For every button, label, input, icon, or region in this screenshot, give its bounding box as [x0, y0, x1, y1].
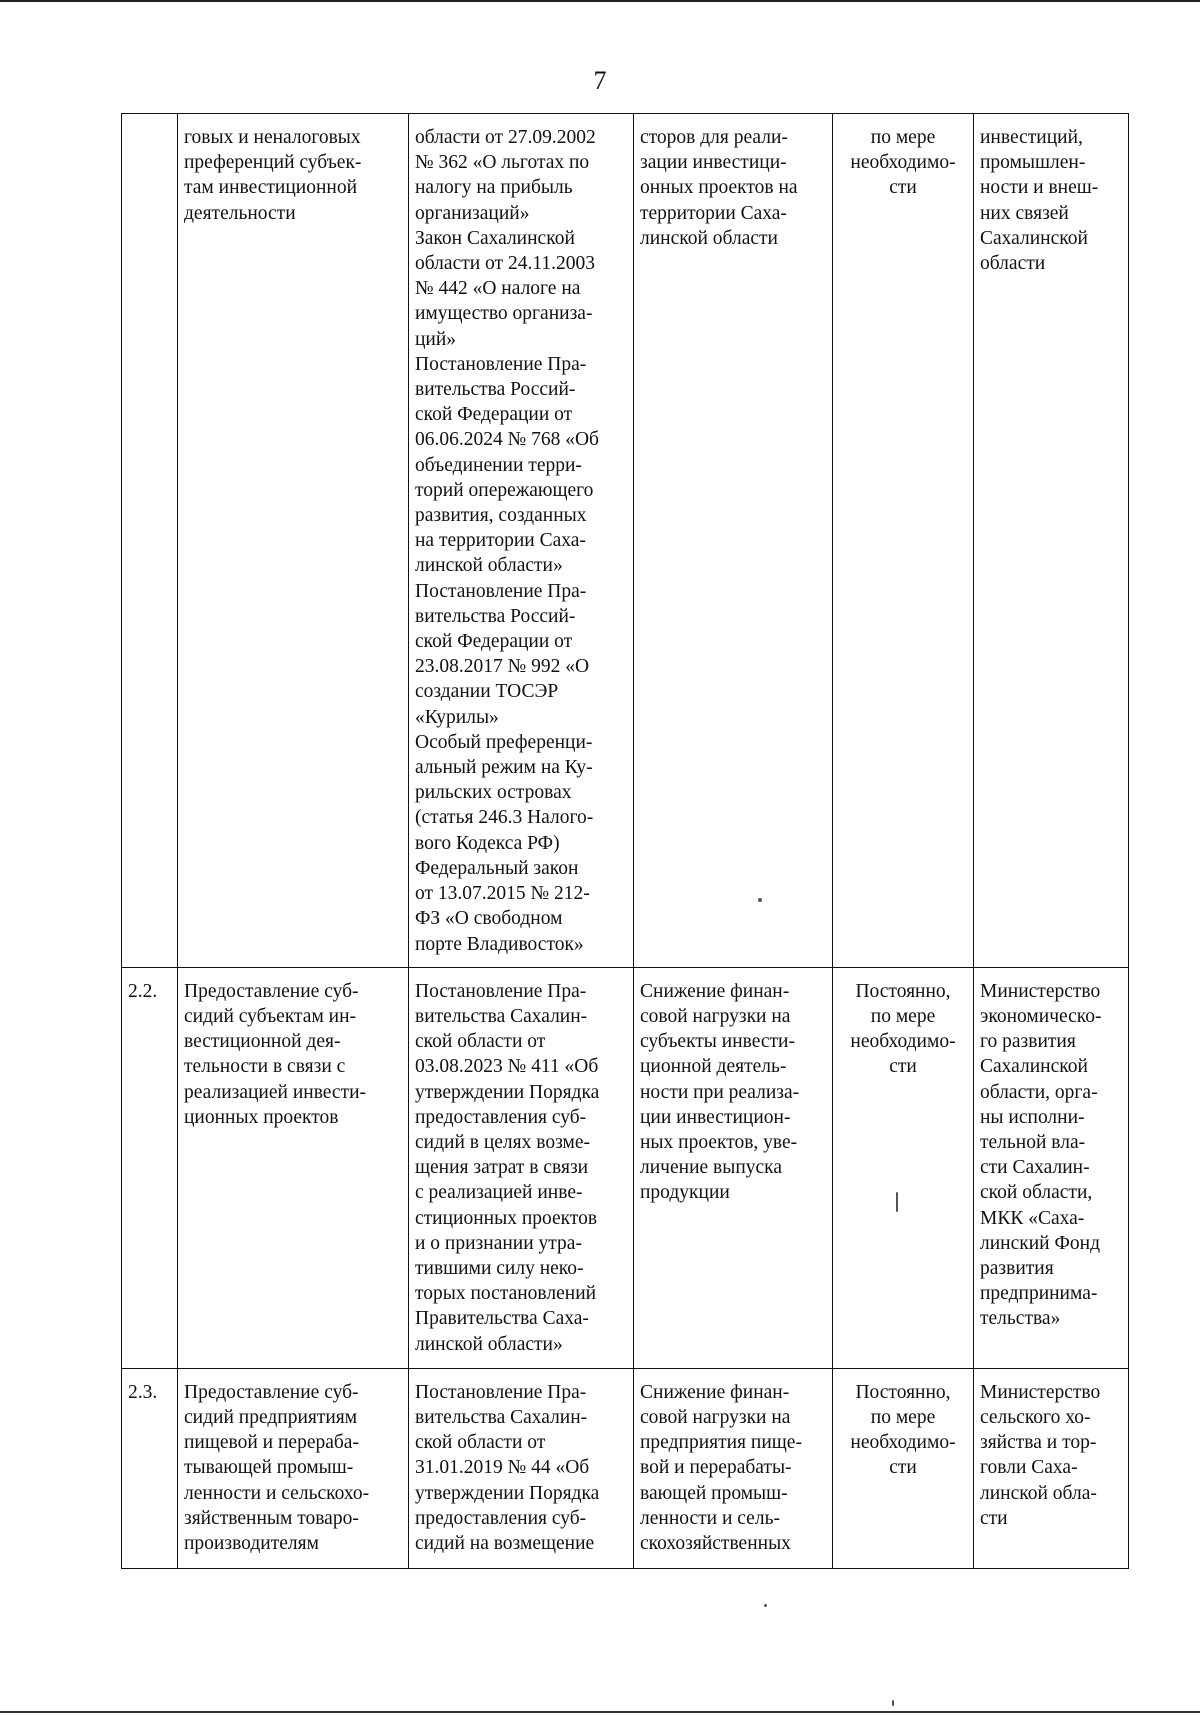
table-row	[122, 967, 1129, 1368]
scan-speck	[896, 1192, 898, 1212]
row-number-cell: 2.2.	[122, 967, 178, 1368]
scan-edge-top	[0, 0, 1200, 2]
responsible-cell: Министерство сельского хо- зяйства и тор- говли Саха- линской обла- сти	[974, 1368, 1129, 1568]
row-number-cell: 2.3.	[122, 1368, 178, 1568]
scan-speck	[764, 1604, 767, 1607]
legal-basis-cell: Постановление Пра- вительства Сахалин- ской области от 03.08.2023 № 411 «Об утверждении Порядка предоставления суб- сидий в целях возме- щения затрат в связи с реализацией инве- стиционных проектов и о признании утра- тившими силу неко- торых постановлений Правительства Саха- линской области»	[409, 967, 634, 1368]
responsible-cell: инвестиций, промышлен- ности и внеш- них связей Сахалинской области	[974, 114, 1129, 968]
row-number-cell	[122, 114, 178, 968]
term-cell: Постоянно, по мере необходимо- сти	[833, 967, 974, 1368]
term-cell: Постоянно, по мере необходимо- сти	[833, 1368, 974, 1568]
measure-cell: Предоставление суб- сидий субъектам ин- вестиционной дея- тельности в связи с реализацией инвести- ционных проектов	[178, 967, 409, 1368]
legal-basis-cell: области от 27.09.2002 № 362 «О льготах по налогу на прибыль организаций» Закон Сахалинской области от 24.11.2003 № 442 «О налоге на имущество организа- ций» Постановление Пра- вительства Россий- ской Федерации от 06.06.2024 № 768 «Об объединении терри- торий опережающего развития, созданных на территории Саха- линской области» Постановление Пра- вительства Россий- ской Федерации от 23.08.2017 № 992 «О создании ТОСЭР «Курилы» Особый преференци- альный режим на Ку- рильских островах (статья 246.3 Налого- вого Кодекса РФ) Федеральный закон от 13.07.2015 № 212- ФЗ «О свободном порте Владивосток»	[409, 114, 634, 968]
table-row	[122, 1368, 1129, 1568]
expected-result-cell: сторов для реали- зации инвестици- онных проектов на территории Саха- линской области	[634, 114, 833, 968]
measure-cell: говых и неналоговых преференций субъек- там инвестиционной деятельности	[178, 114, 409, 968]
scan-edge-bottom	[0, 1711, 1200, 1713]
scan-speck	[758, 898, 762, 902]
table-row	[122, 114, 1129, 968]
expected-result-cell: Снижение финан- совой нагрузки на субъекты инвести- ционной деятель- ности при реализа- ции инвестицион- ных проектов, уве- личение выпуска продукции	[634, 967, 833, 1368]
term-cell: по мере необходимо- сти	[833, 114, 974, 968]
page-number: 7	[593, 66, 607, 95]
scan-speck	[892, 1700, 894, 1706]
expected-result-cell: Снижение финан- совой нагрузки на предприятия пище- вой и перерабаты- вающей промыш- ленности и сель- скохозяйственных	[634, 1368, 833, 1568]
measure-cell: Предоставление суб- сидий предприятиям пищевой и перераба- тывающей промыш- ленности и сельскохо- зяйственным товаро- производителям	[178, 1368, 409, 1568]
legal-basis-cell: Постановление Пра- вительства Сахалин- ской области от 31.01.2019 № 44 «Об утверждении Порядка предоставления суб- сидий на возмещение	[409, 1368, 634, 1568]
responsible-cell: Министерство экономическо- го развития Сахалинской области, орга- ны исполни- тельной вла- сти Сахалин- ской области, МКК «Саха- линский Фонд развития предпринима- тельства»	[974, 967, 1129, 1368]
measures-table	[121, 113, 1129, 1569]
